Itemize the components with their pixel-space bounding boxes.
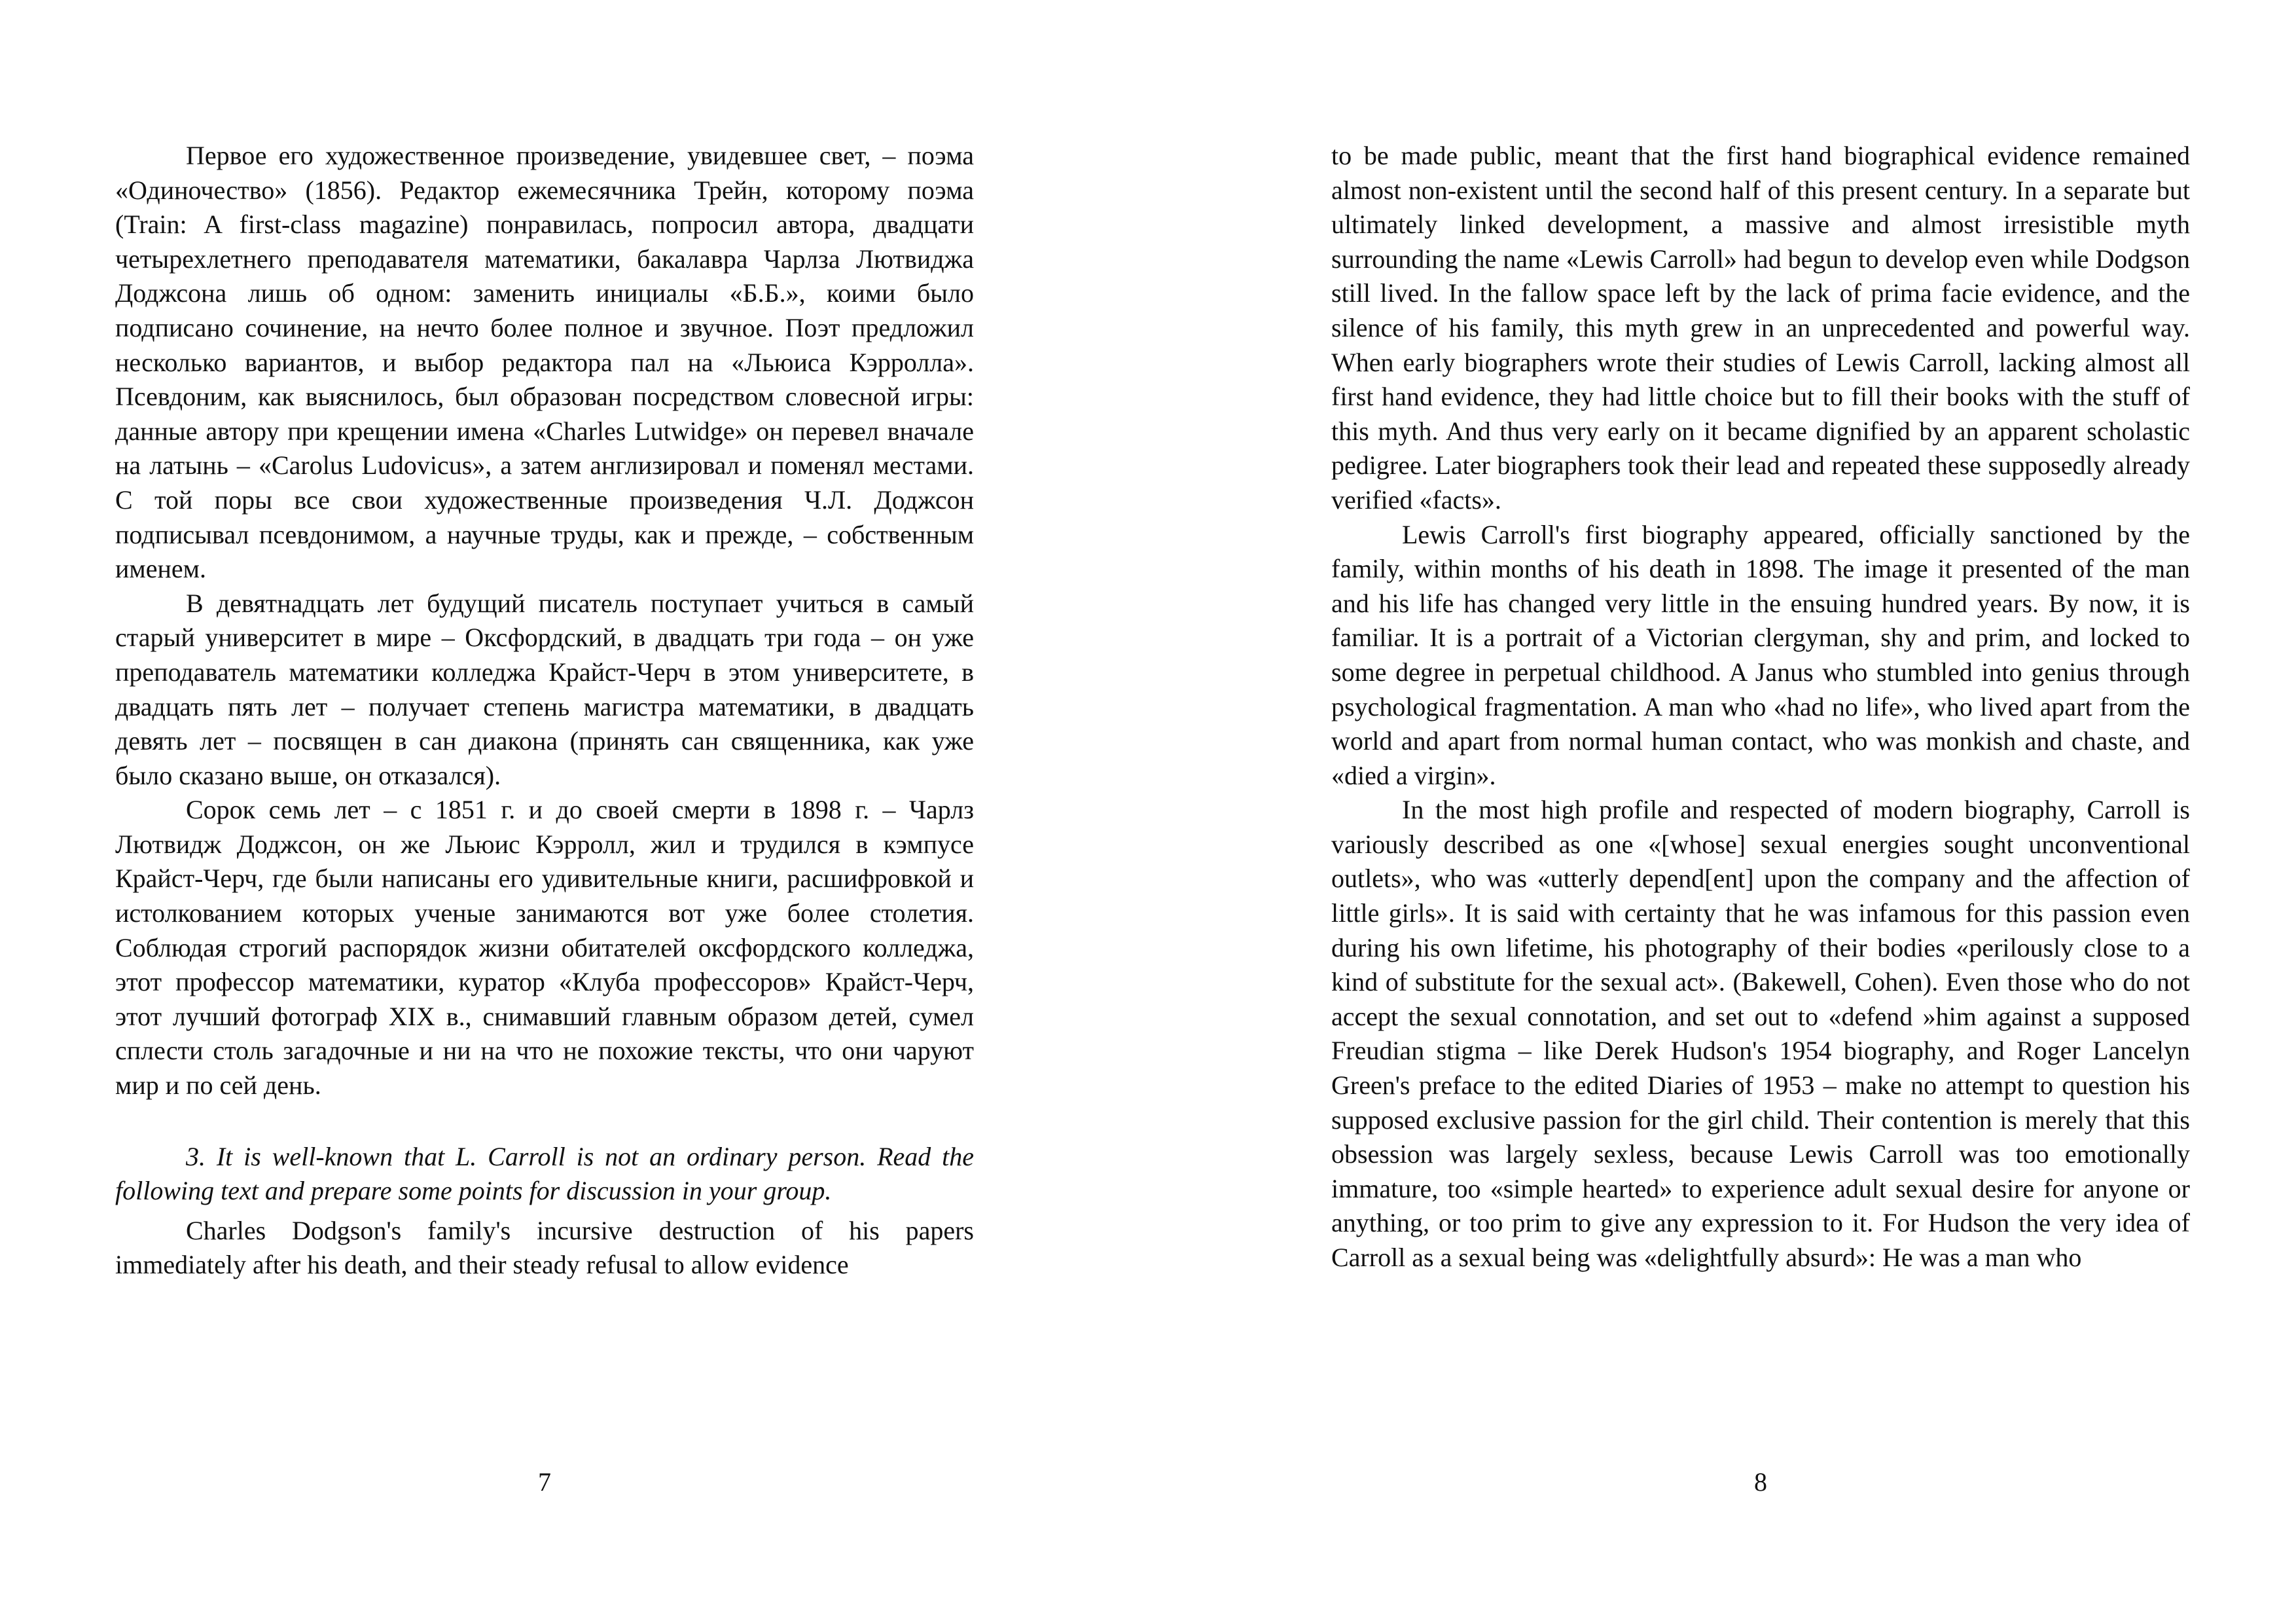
paragraph: Первое его художественное произведение, увидевшее свет, – поэма «Одиночество» (1856). Редактор ежемесячника Трейн, которому поэма (Train: A first-class magazine) понравилась, попросил автора, двадцати четырехлетнего преподавателя математики, бакалавра Чарлза Лютвиджа Доджсона лишь об одном: заменить инициалы «Б.Б.», коими было подписано сочинение, на нечто более полное и звучное. Поэт предложил несколько вариантов, и выбор редактора пал на «Льюиса Кэрролла». Псевдоним, как выяснилось, был образован посредством словесной игры: данные автору при крещении имена «Charles Lutwidge» он перевел вначале на латынь – «Carolus Ludovicus», а затем англизировал и поменял местами. С той поры все свои художественные произведения Ч.Л. Доджсон подписывал псевдонимом, а научные труды, как и прежде, – собственным именем. [115, 141, 974, 584]
paragraph: В девятнадцать лет будущий писатель поступает учиться в самый старый университет в мире – Оксфордский, в двадцать три года – он уже преподаватель математики колледжа Крайст-Черч в этом университете, в двадцать пять лет – получает степень магистра математики, в двадцать девять лет – посвящен в сан диакона (принять сан священника, как уже было сказано выше, он отказался). [115, 588, 974, 790]
right-page-text [1331, 139, 2190, 1275]
paragraph-continued: to be made public, meant that the first hand biographical evidence remained almost non-existent until the second half of this present century. In a separate but ultimately linked development, a massive and almost irresistible myth surrounding the name «Lewis Carroll» had begun to develop even while Dodgson still lived. In the fallow space left by the lack of prima facie evidence, and the silence of his family, this myth grew in an unprecedented and powerful way. When early biographers wrote their studies of Lewis Carroll, lacking almost all first hand evidence, they had little choice but to fill their books with the stuff of this myth. And thus very early on it became dignified by an apparent scholastic pedigree. Later biographers took their lead and repeated these supposedly already verified «facts». [1331, 141, 2190, 515]
right-page [1331, 0, 2190, 1623]
page-number: 8 [1754, 1467, 1767, 1497]
paragraph: Сорок семь лет – с 1851 г. и до своей смерти в 1898 г. – Чарлз Лютвидж Доджсон, он же Льюис Кэрролл, жил и трудился в кэмпусе Крайст-Черч, где были написаны его удивительные книги, расшифровкой и истолкованием которых ученые занимаются вот уже более столетия. Соблюдая строгий распорядок жизни обитателей оксфордского колледжа, этот профессор математики, куратор «Клуба профессоров» Крайст-Черч, этот лучший фотограф XIX в., снимавший главным образом детей, сумел сплести столь загадочные и ни на что не похожие тексты, что они чаруют мир и по сей день. [115, 795, 974, 1101]
exercise-task: 3. It is well-known that L. Carroll is not an ordinary person. Read the following text and prepare some points for discussion in your group. [115, 1141, 974, 1206]
paragraph: Charles Dodgson's family's incursive destruction of his papers immediately after his death, and their steady refusal to allow evidence [115, 1215, 974, 1280]
paragraph: In the most high profile and respected of modern biography, Carroll is variously described as one «[whose] sexual energies sought unconventional outlets», who was «utterly depend[ent] upon the company and the affection of little girls». It is said with certainty that he was infamous for this passion even during his own lifetime, his photography of their bodies «perilously close to a kind of substitute for the sexual act». (Bakewell, Cohen). Even those who do not accept the sexual connotation, and set out to «defend »him against a supposed Freudian stigma – like Derek Hudson's 1954 biography, and Roger Lancelyn Green's preface to the edited Diaries of 1953 – make no attempt to question his supposed exclusive passion for the girl child. Their contention is merely that this obsession was largely sexless, because Lewis Carroll was too emotionally immature, too «simple hearted» to experience adult sexual desire for anyone or anything, or too prim to give any expression to it. For Hudson the very idea of Carroll as a sexual being was «delightfully absurd»: He was a man who [1331, 795, 2190, 1272]
paragraph: Lewis Carroll's first biography appeared, officially sanctioned by the family, within months of his death in 1898. The image it presented of the man and his life has changed very little in the ensuing hundred years. By now, it is familiar. It is a portrait of a Victorian clergyman, shy and prim, and locked to some degree in perpetual childhood. A Janus who stumbled into genius through psychological fragmentation. A man who «had no life», who lived apart from the world and apart from normal human contact, who was monkish and chaste, and «died a virgin». [1331, 519, 2190, 790]
page-number: 7 [538, 1467, 551, 1497]
left-page [115, 0, 974, 1623]
left-page-text [115, 139, 974, 1283]
